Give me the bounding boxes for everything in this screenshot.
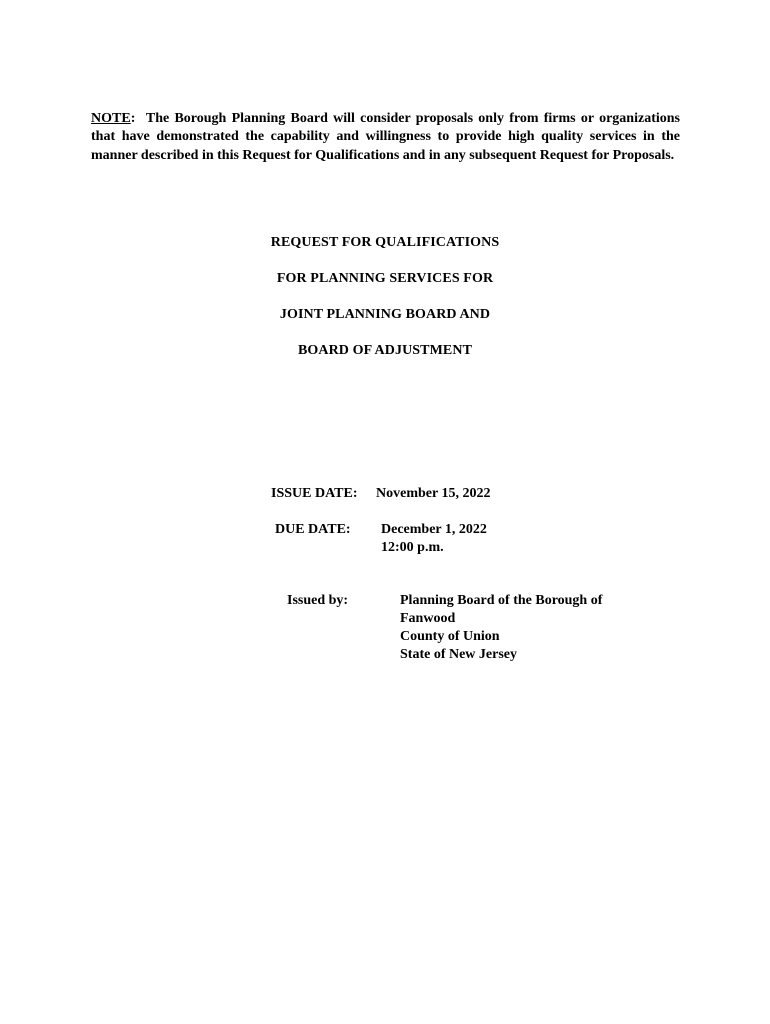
issued-by-line-2: Fanwood [400,611,456,626]
title-line-3: JOINT PLANNING BOARD AND [279,307,491,322]
note-label: NOTE [91,111,131,126]
note-colon: : [130,111,146,126]
due-date-time: 12:00 p.m. [381,540,444,555]
note-paragraph [91,110,680,165]
issued-by-label: Issued by: [287,593,349,608]
issue-date-value: November 15, 2022 [376,486,491,501]
due-date-date: December 1, 2022 [381,522,487,537]
issued-by-line-1: Planning Board of the Borough of [400,593,603,608]
issued-by-line-4: State of New Jersey [400,647,518,662]
issued-by-value [400,592,602,664]
title-line-2: FOR PLANNING SERVICES FOR [276,271,494,286]
title-line-4: BOARD OF ADJUSTMENT [297,343,473,358]
note-text: The Borough Planning Board will consider proposals only from firms or organizations that have demonstrated the capability and willingness to provide high quality services in the manner described in this Request for Qualifications and in any subsequent Request for Proposals. [91,111,680,163]
issued-by-line-3: County of Union [400,629,500,644]
due-date-label: DUE DATE: [275,522,351,537]
issue-date-label: ISSUE DATE: [271,486,358,501]
due-date-value [381,521,487,557]
title-line-1: REQUEST FOR QUALIFICATIONS [270,235,500,250]
